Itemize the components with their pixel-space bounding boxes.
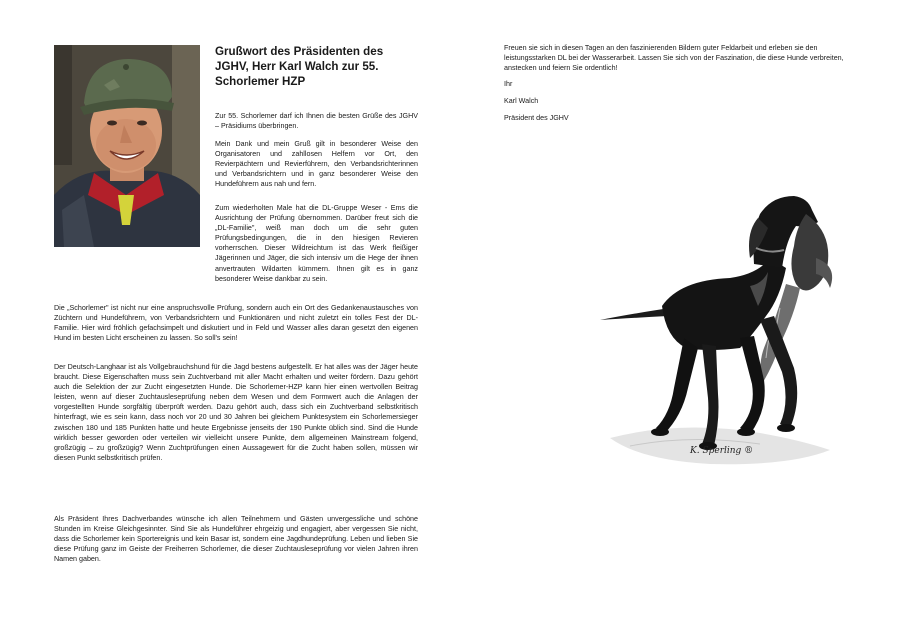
portrait-icon bbox=[54, 45, 200, 247]
dog-with-fox-drawing-icon bbox=[590, 188, 845, 478]
signature-name: Karl Walch bbox=[504, 97, 539, 105]
paragraph-dl-gruppe: Zum wiederholten Male hat die DL-Gruppe Weser - Ems die Ausrichtung der Prüfung übernommen. Darüber freut sich die „DL-Familie", weiß man doch um die sehr guten Prüfungsbedingungen, die in den hiesigen Revieren vorherrschen. Dieser Wildreichtum ist das Werk fleißiger Jägerinnen und Jäger, die sich intensiv um die Hege der ihnen anvertrauten Wildarten kümmern. Ihnen gilt es in ganz besonderer Weise dankbar zu sein. bbox=[215, 204, 418, 283]
page-title: Grußwort des Präsidenten des JGHV, Herr Karl Walch zur 55. Schorlemer HZP bbox=[215, 45, 384, 88]
portrait-photo bbox=[54, 45, 200, 247]
dog-illustration bbox=[590, 188, 845, 478]
paragraph-schorlemer: Die „Schorlemer" ist nicht nur eine anspruchsvolle Prüfung, sondern auch ein Ort des Gedankenaustausches von Züchtern und Hundeführern, von Verbandsrichtern und Funktionären und nicht zuletzt ein tolles Fest der DL-Familie. Hier wird fröhlich gefachsimpelt und diskutiert und in Feld und Wasser alles daran gesetzt den eigenen Hund im besten Licht erscheinen zu lassen. So soll's sein! bbox=[54, 304, 418, 343]
paragraph-greeting: Zur 55. Schorlemer darf ich Ihnen die besten Grüße des JGHV – Präsidiums überbringen. bbox=[215, 112, 418, 131]
closing-ihr: Ihr bbox=[504, 80, 513, 88]
illustration-signature: K. Sperling ® bbox=[690, 446, 754, 456]
paragraph-deutsch-langhaar: Der Deutsch-Langhaar ist als Vollgebrauchshund für die Jagd bestens aufgestellt. Er hat alles was der Jäger heute braucht. Diese Eigenschaften muss sein Zuchtverband mit aller Macht erhalten und weiter fördern. Dazu gehört auch die Selektion der zur Zucht eingesetzten Hunde. Die Schorlemer-HZP kann hier einen wertvollen Beitrag leisten, wenn auf dieser Zuchtausleseprüfung neben dem Wesen und dem Formwert auch die Anlagen der vorgestellten Hunde sorgfältig überprüft werden. Dazu gehört auch, dass sich ein Zuchtverband selbstkritisch hinterfragt, wie es sein kann, dass noch vor 20 und 30 Jahren bei gleichem Punktesystem ein Schorlemersieger zwischen 180 und 185 Punkten hatte und heute Ergebnisse jenseits der 190 Punkte üblich sind. Sind die Hunde wirklich besser geworden oder verteilen wir vielleicht unsere Punkte, dem allgemeinen Mainstream folgend, großzügig – zu großzügig? Wenn Zuchtprüfungen einen Aussagewert für die Zucht haben sollen, müssen wir diesen Punkt selbstkritisch prüfen. bbox=[54, 363, 418, 462]
signature-title: Präsident des JGHV bbox=[504, 114, 569, 122]
paragraph-thanks: Mein Dank und mein Gruß gilt in besonderer Weise den Organisatoren und zahllosen Helfern vor Ort, den Revierpächtern und Revierführern, den Verbandsrichterinnen und Verbandsrichtern und in ganz besonderer Weise den Hundeführern aus nah und fern. bbox=[215, 140, 418, 189]
paragraph-feldarbeit: Freuen sie sich in diesen Tagen an den faszinierenden Bildern guter Feldarbeit und erleben sie den leistungsstarken DL bei der Wasserarbeit. Lassen Sie sich von der Faszination, die diese Hunde verbreiten, anstecken und feiern Sie ordentlich! bbox=[504, 44, 844, 73]
paragraph-president-wishes: Als Präsident Ihres Dachverbandes wünsche ich allen Teilnehmern und Gästen unvergessliche und schöne Stunden im Kreise Gleichgesinnter. Sind Sie als Hundeführer ehrgeizig und engagiert, aber vergessen Sie nicht, dass die Schorlemer kein Sportereignis und kein Basar ist, sondern eine Jagdhundeprüfung. Leben und lieben Sie diese Prüfung ganz im Geiste der Freiherren Schorlemer, die dieser Zuchtausleseprüfung vor vielen Jahren ihren Namen gaben. bbox=[54, 515, 418, 564]
